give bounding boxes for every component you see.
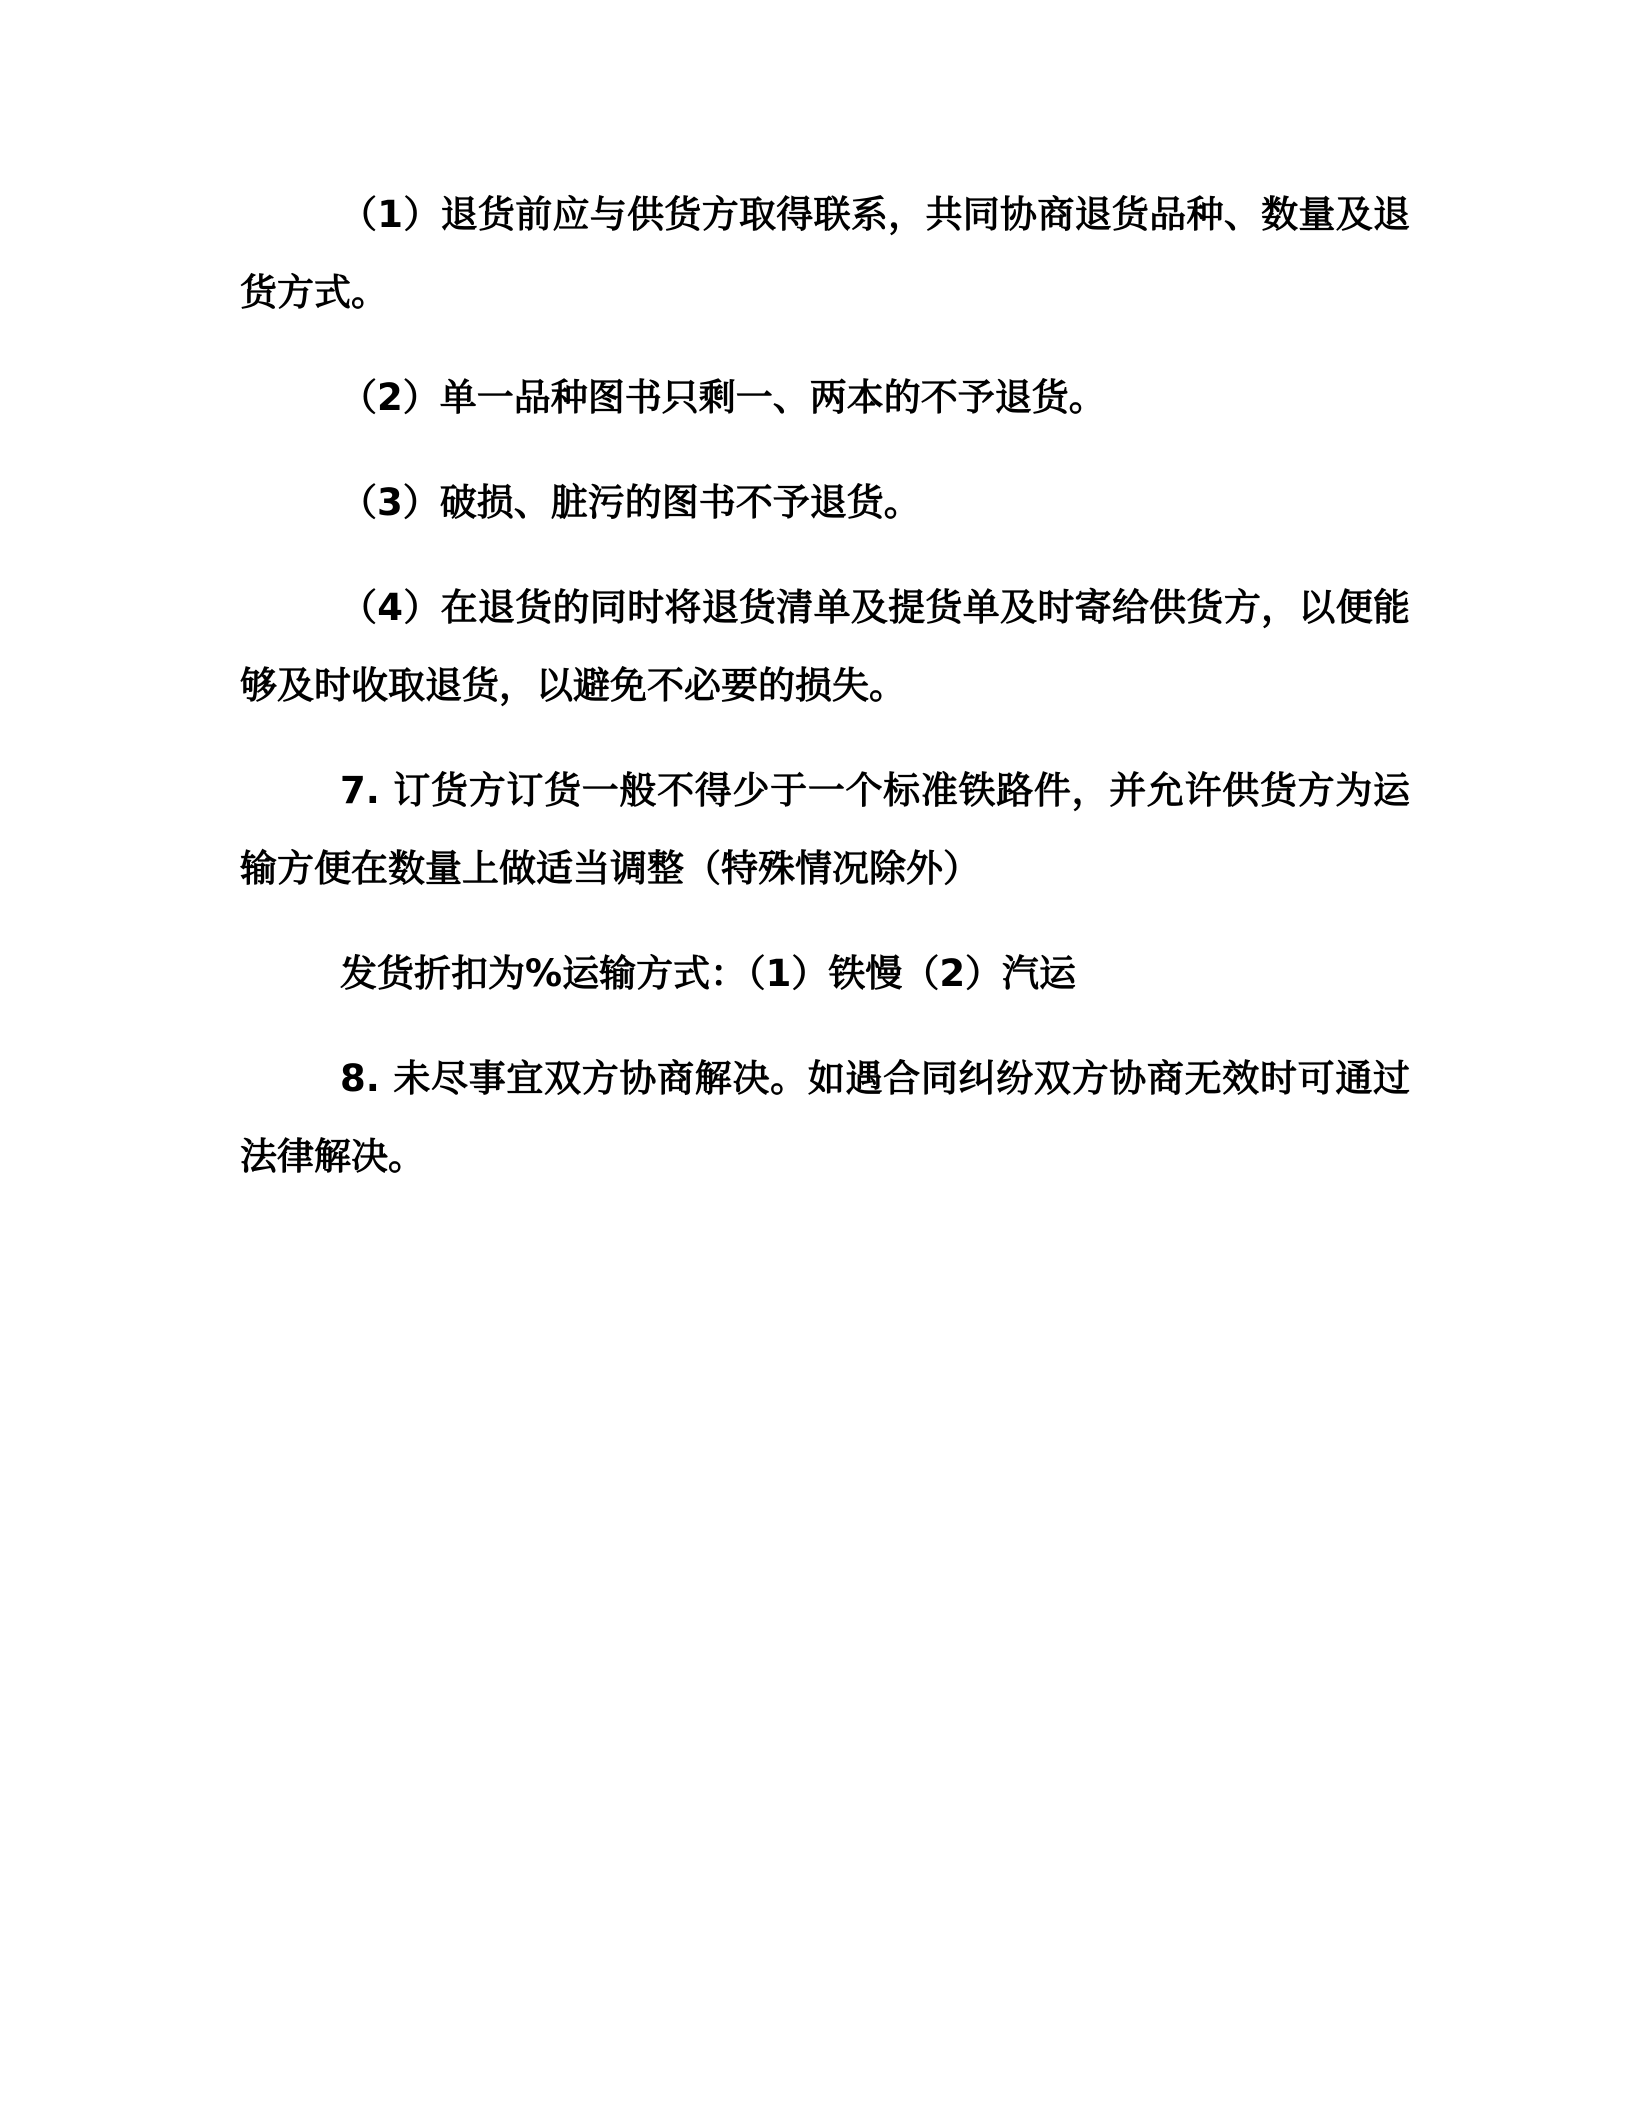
paragraph-return-contact: （1）退货前应与供货方取得联系，共同协商退货品种、数量及退货方式。 (240, 193, 1410, 314)
paragraph-clause-7-ordering: 7. 订货方订货一般不得少于一个标准铁路件，并允许供货方为运输方便在数量上做适当调整（特殊情况除外） (240, 769, 1410, 890)
paragraph-clause-8-disputes: 8. 未尽事宜双方协商解决。如遇合同纠纷双方协商无效时可通过法律解决。 (240, 1057, 1410, 1178)
paragraph-shipping-discount: 发货折扣为%运输方式：（1）铁慢（2）汽运 (340, 952, 1077, 995)
paragraph-return-lists: （4）在退货的同时将退货清单及提货单及时寄给供货方，以便能够及时收取退货，以避免不必要的损失。 (240, 586, 1410, 707)
paragraph-single-copies: （2）单一品种图书只剩一、两本的不予退货。 (340, 376, 1106, 419)
paragraph-damaged-books: （3）破损、脏污的图书不予退货。 (340, 481, 921, 524)
